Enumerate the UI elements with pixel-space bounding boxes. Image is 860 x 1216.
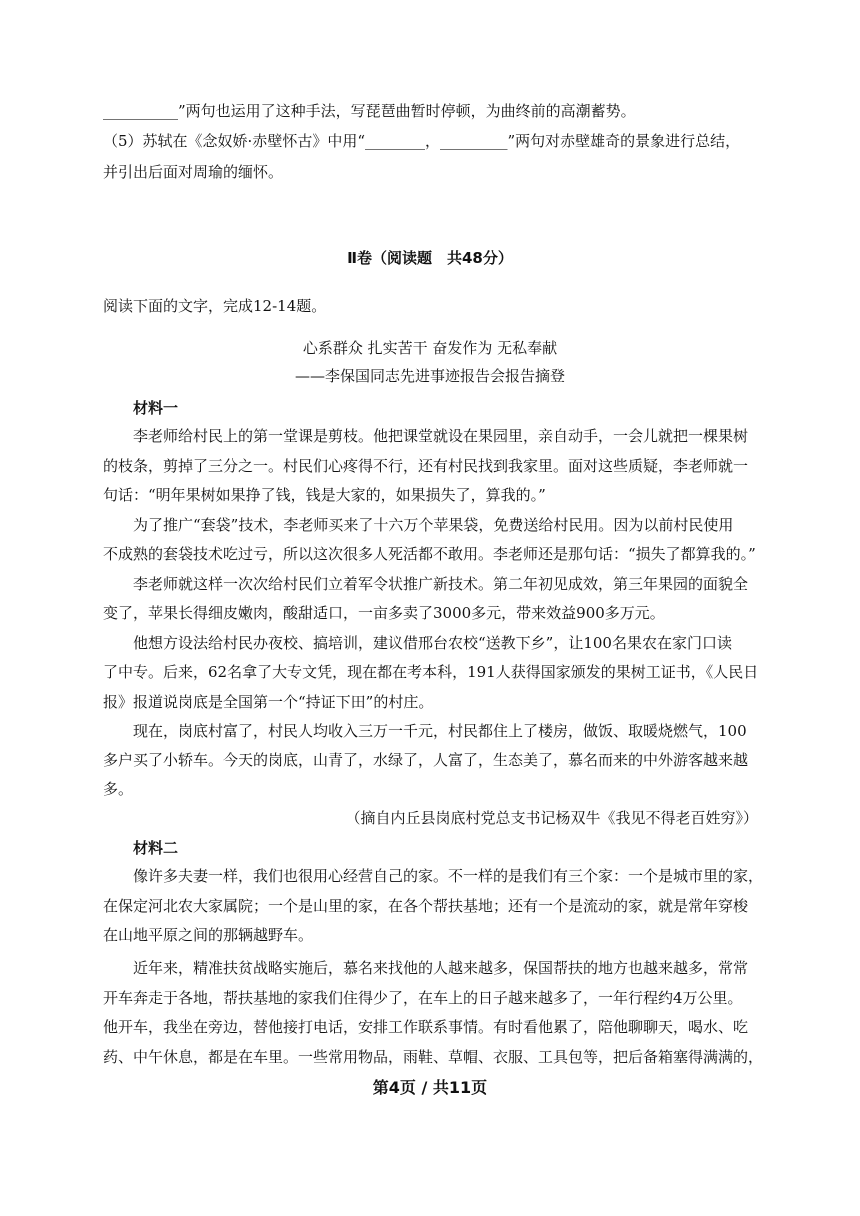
article-title: 心系群众 扎实苦干 奋发作为 无私奉献 (302, 339, 558, 357)
material-1-line: 报》报道说岗底是全国第一个“持证下田”的村庄。 (103, 693, 434, 711)
material-1-source: （摘自内丘县岗底村党总支书记杨双牛《我见不得老百姓穷》） (345, 809, 758, 827)
material-1-line: 李老师就这样一次次给村民们立着军令状推广新技术。第二年初见成效，第三年果园的面貌全 (133, 575, 749, 593)
material-1-line: 的枝条，剪掉了三分之一。村民们心疼得不行，还有村民找到我家里。面对这些质疑，李老师就一 (103, 457, 749, 475)
material-1-line: 现在，岗底村富了，村民人均收入三万一千元，村民都住上了楼房，做饭、取暖烧燃气，100 (133, 722, 747, 740)
material-2-line: 像许多夫妻一样，我们也很用心经营自己的家。不一样的是我们有三个家：一个是城市里的家， (133, 867, 764, 885)
material-1-line: 他想方设法给村民办夜校、搞培训，建议借邢台农校“送教下乡”，让100名果农在家门口读 (133, 634, 732, 652)
page-number: 第4页 / 共11页 (372, 1078, 488, 1097)
material-2-line: 在保定河北农大家属院；一个是山里的家，在各个帮扶基地；还有一个是流动的家，就是常年穿梭 (103, 897, 749, 915)
material-1-line: 不成熟的套袋技术吃过亏，所以这次很多人死活都不敢用。李老师还是那句话：“损失了都算我的。” (103, 545, 756, 563)
material-2-line: 在山地平原之间的那辆越野车。 (103, 926, 314, 944)
reading-instruction: 阅读下面的文字，完成12-14题。 (103, 297, 327, 315)
material-1-line: 李老师给村民上的第一堂课是剪枝。他把课堂就设在果园里，亲自动手，一会儿就把一棵果树 (133, 427, 749, 445)
material-2-line: 近年来，精准扶贫战略实施后，慕名来找他的人越来越多，保国帮扶的地方也越来越多，常常 (133, 959, 749, 977)
material-1-heading: 材料一 (133, 399, 179, 417)
article-subtitle: ——李保国同志先进事迹报告会报告摘登 (294, 367, 565, 385)
material-1-line: 为了推广“套袋”技术，李老师买来了十六万个苹果袋，免费送给村民用。因为以前村民使用 (133, 516, 734, 534)
material-1-line: 句话：“明年果树如果挣了钱，钱是大家的，如果损失了，算我的。” (103, 486, 546, 504)
question-5-line: （5）苏轼在《念奴娇·赤壁怀古》中用“________，_________”两句对赤壁雄奇的景象进行总结， (103, 132, 741, 150)
material-1-line: 变了，苹果长得细皮嫩肉，酸甜适口，一亩多卖了3000多元，带来效益900多万元。 (103, 604, 665, 622)
material-2-line: 药、中午休息，都是在车里。一些常用物品，雨鞋、草帽、衣服、工具包等，把后备箱塞得满满的， (103, 1048, 764, 1066)
material-1-line: 了中专。后来，62名拿了大专文凭，现在都在考本科，191人获得国家颁发的果树工证书，《人民日 (103, 663, 759, 681)
material-1-line: 多。 (103, 780, 134, 798)
material-2-heading: 材料二 (133, 839, 179, 857)
material-2-line: 开车奔走于各地，帮扶基地的家我们住得少了，在车上的日子越来越多了，一年行程约4万公里。 (103, 989, 743, 1007)
fill-blank-line-1: __________”两句也运用了这种手法，写琵琶曲暂时停顿，为曲终前的高潮蓄势。 (103, 102, 636, 120)
material-2-line: 他开车，我坐在旁边，替他接打电话，安排工作联系事情。有时看他累了，陪他聊聊天，喝水、吃 (103, 1018, 749, 1036)
section-heading: Ⅱ卷（阅读题 共48分） (347, 249, 513, 267)
question-5-line-continued: 并引出后面对周瑜的缅怀。 (103, 163, 284, 181)
material-1-line: 多户买了小轿车。今天的岗底，山青了，水绿了，人富了，生态美了，慕名而来的中外游客越来越 (103, 751, 749, 769)
